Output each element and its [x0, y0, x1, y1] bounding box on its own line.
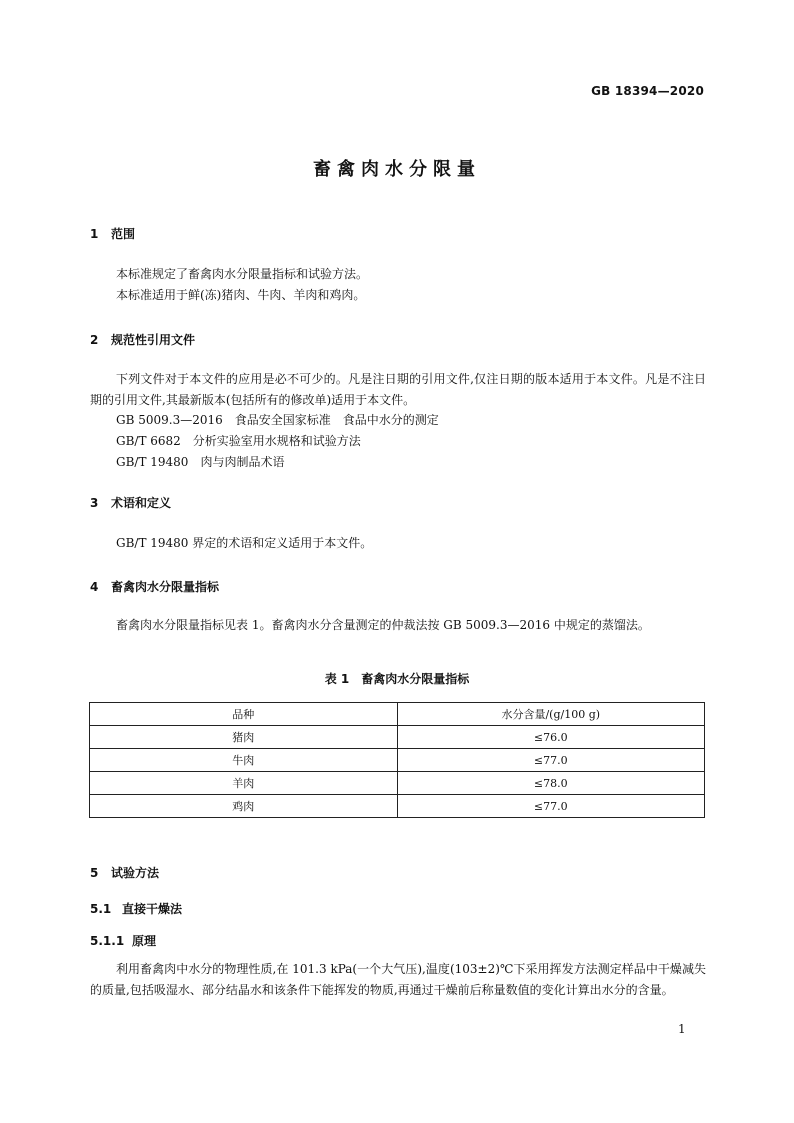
terms-text: GB/T 19480 界定的术语和定义适用于本文件。 — [116, 536, 373, 550]
section-number: 4 — [90, 580, 99, 594]
variety-cell: 猪肉 — [90, 726, 398, 749]
moisture-cell: ≤77.0 — [397, 795, 705, 818]
moisture-limit-table — [89, 702, 705, 818]
section-title: 规范性引用文件 — [111, 333, 196, 347]
section-title: 范围 — [111, 227, 136, 241]
moisture-cell: ≤76.0 — [397, 726, 705, 749]
scope-line-2: 本标准适用于鲜(冻)猪肉、牛肉、羊肉和鸡肉。 — [116, 288, 366, 302]
table-caption: 表 1 畜禽肉水分限量指标 — [324, 672, 470, 686]
reference-item: GB/T 19480 肉与肉制品术语 — [116, 455, 285, 469]
variety-cell: 鸡肉 — [90, 795, 398, 818]
moisture-cell: ≤77.0 — [397, 749, 705, 772]
section-5-1-1-heading — [90, 932, 156, 949]
table-row — [90, 772, 705, 795]
section-number: 2 — [90, 333, 99, 347]
principle-text: 利用畜禽肉中水分的物理性质,在 101.3 kPa(一个大气压),温度(103±2)℃下采用挥发方法测定样品中干燥减失的质量,包括吸湿水、部分结晶水和该条件下能挥发的物质,再通过干燥前后称量数值的变化计算出水分的含量。 — [90, 962, 706, 997]
section-5-1-heading — [90, 900, 182, 917]
table-row — [90, 749, 705, 772]
section-2-heading — [90, 331, 195, 348]
section-number: 5.1 — [90, 902, 112, 916]
section-number: 5 — [90, 866, 99, 880]
standard-code: GB 18394—2020 — [591, 84, 704, 98]
section-number: 5.1.1 — [90, 934, 125, 948]
limit-indicators-text: 畜禽肉水分限量指标见表 1。畜禽肉水分含量测定的仲裁法按 GB 5009.3—2016 中规定的蒸馏法。 — [116, 618, 650, 632]
section-1-heading — [90, 225, 135, 242]
column-header-variety: 品种 — [90, 703, 398, 726]
variety-cell: 牛肉 — [90, 749, 398, 772]
section-title: 直接干燥法 — [122, 902, 183, 916]
normative-refs-intro: 下列文件对于本文件的应用是必不可少的。凡是注日期的引用文件,仅注日期的版本适用于本文件。凡是不注日期的引用文件,其最新版本(包括所有的修改单)适用于本文件。 — [90, 372, 706, 407]
section-title: 原理 — [132, 934, 157, 948]
section-4-heading — [90, 578, 219, 595]
variety-cell: 羊肉 — [90, 772, 398, 795]
section-title: 畜禽肉水分限量指标 — [111, 580, 220, 594]
section-number: 3 — [90, 496, 99, 510]
table-header-row — [90, 703, 705, 726]
page-number: 1 — [678, 1022, 686, 1036]
scope-line-1: 本标准规定了畜禽肉水分限量指标和试验方法。 — [116, 267, 369, 281]
section-3-heading — [90, 494, 171, 511]
section-title: 术语和定义 — [111, 496, 172, 510]
section-number: 1 — [90, 227, 99, 241]
table-row — [90, 795, 705, 818]
table-row — [90, 726, 705, 749]
reference-item: GB 5009.3—2016 食品安全国家标准 食品中水分的测定 — [116, 413, 439, 427]
section-5-heading — [90, 864, 159, 881]
document-title: 畜禽肉水分限量 — [313, 159, 481, 180]
section-title: 试验方法 — [111, 866, 160, 880]
moisture-cell: ≤78.0 — [397, 772, 705, 795]
reference-item: GB/T 6682 分析实验室用水规格和试验方法 — [116, 434, 361, 448]
column-header-moisture: 水分含量/(g/100 g) — [397, 703, 705, 726]
